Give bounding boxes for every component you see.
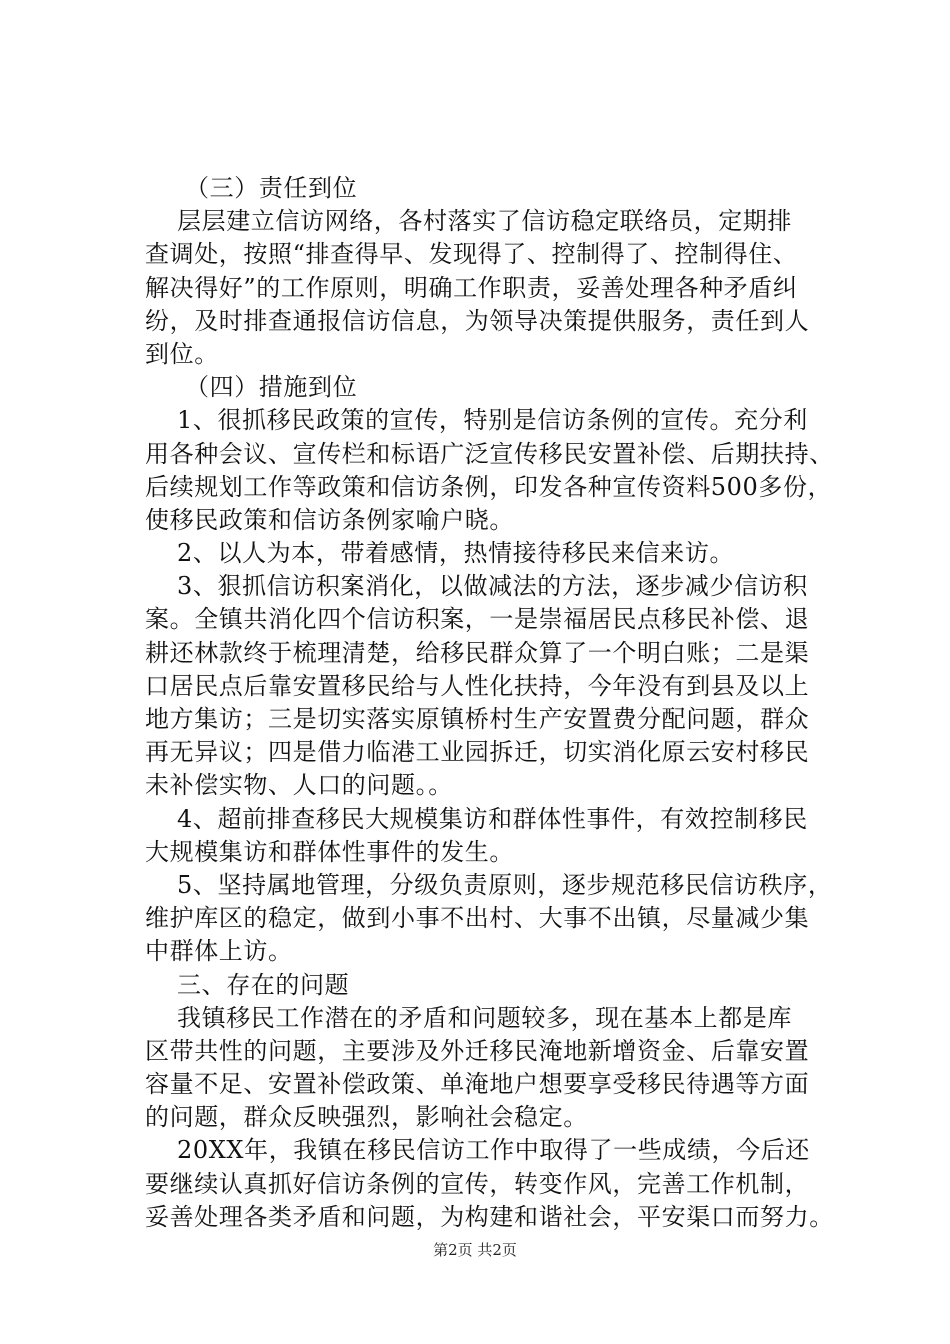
text-line: 5、坚持属地管理，分级负责原则，逐步规范移民信访秩序， bbox=[177, 870, 833, 899]
text-line: 4、超前排查移民大规模集访和群体性事件，有效控制移民 bbox=[177, 804, 808, 833]
text-line: 耕还林款终于梳理清楚，给移民群众算了一个明白账；二是渠 bbox=[145, 638, 810, 667]
text-line: （三）责任到位 bbox=[185, 174, 358, 202]
text-line: 1、很抓移民政策的宣传，特别是信访条例的宣传。充分利 bbox=[177, 406, 808, 435]
text-line: 大规模集访和群体性事件的发生。 bbox=[145, 837, 514, 866]
text-line: 20XX年，我镇在移民信访工作中取得了一些成绩，今后还 bbox=[177, 1136, 810, 1165]
text-line: 再无异议；四是借力临港工业园拆迁，切实消化原云安村移民 bbox=[145, 738, 810, 767]
text-line: 未补偿实物、人口的问题。。 bbox=[145, 771, 453, 800]
page-footer: 第2页 共2页 bbox=[433, 1241, 517, 1259]
text-line: 使移民政策和信访条例家喻户晓。 bbox=[145, 505, 514, 534]
text-line: 要继续认真抓好信访条例的宣传，转变作风，完善工作机制， bbox=[145, 1169, 810, 1198]
text-line: 解决得好”的工作原则，明确工作职责，妥善处理各种矛盾纠 bbox=[145, 273, 798, 302]
text-line: 容量不足、安置补偿政策、单淹地户想要享受移民待遇等方面 bbox=[145, 1070, 810, 1099]
text-line: 案。全镇共消化四个信访积案，一是崇福居民点移民补偿、退 bbox=[145, 605, 810, 634]
text-line: 用各种会议、宣传栏和标语广泛宣传移民安置补偿、后期扶持、 bbox=[145, 439, 834, 468]
text-line: 纷，及时排查通报信访信息，为领导决策提供服务，责任到人 bbox=[145, 306, 810, 335]
text-line: 层层建立信访网络，各村落实了信访稳定联络员，定期排 bbox=[177, 207, 792, 236]
text-line: （四）措施到位 bbox=[185, 373, 358, 402]
text-line: 地方集访；三是切实落实原镇桥村生产安置费分配问题，群众 bbox=[145, 705, 810, 733]
text-line: 中群体上访。 bbox=[145, 937, 293, 966]
text-line: 到位。 bbox=[145, 339, 219, 368]
document-body bbox=[145, 172, 834, 1234]
text-line: 2、以人为本，带着感情，热情接待移民来信来访。 bbox=[177, 539, 735, 568]
text-line: 口居民点后靠安置移民给与人性化扶持，今年没有到县及以上 bbox=[145, 671, 810, 700]
text-line: 三、存在的问题 bbox=[177, 970, 350, 999]
text-line: 维护库区的稳定，做到小事不出村、大事不出镇，尽量减少集 bbox=[145, 904, 810, 933]
text-line: 区带共性的问题，主要涉及外迁移民淹地新增资金、后靠安置 bbox=[145, 1036, 810, 1065]
text-line: 后续规划工作等政策和信访条例，印发各种宣传资料500多份， bbox=[145, 472, 833, 501]
text-line: 的问题，群众反映强烈，影响社会稳定。 bbox=[145, 1103, 588, 1132]
text-line: 妥善处理各类矛盾和问题，为构建和谐社会，平安渠口而努力。 bbox=[145, 1202, 834, 1231]
text-line: 3、狠抓信访积案消化，以做减法的方法，逐步减少信访积 bbox=[177, 572, 808, 601]
text-line: 我镇移民工作潜在的矛盾和问题较多，现在基本上都是库 bbox=[177, 1003, 792, 1032]
text-line: 查调处，按照“排查得早、发现得了、控制得了、控制得住、 bbox=[145, 240, 798, 269]
